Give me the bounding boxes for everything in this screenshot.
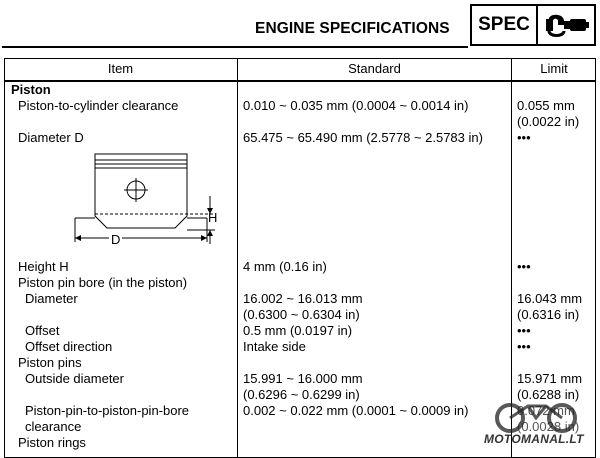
limit-value: 16.043 mm <box>517 291 583 306</box>
item-label: Piston-to-cylinder clearance <box>18 98 179 113</box>
limit-value-imperial: (0.6288 in) <box>517 387 580 402</box>
spec-label: SPEC <box>472 6 538 44</box>
item-label: Diameter D <box>18 130 84 145</box>
item-label: Outside diameter <box>25 371 124 386</box>
standard-value: 16.002 ~ 16.013 mm <box>243 291 363 306</box>
limit-value: 15.971 mm <box>517 371 583 386</box>
item-label: Diameter <box>25 291 78 306</box>
item-label: Piston pin bore (in the piston) <box>18 275 188 290</box>
column-header-standard: Standard <box>348 61 401 76</box>
item-label: Piston-pin-to-piston-pin-bore <box>25 403 190 418</box>
column-divider <box>237 58 238 458</box>
diagram-label-d: D <box>111 232 121 247</box>
standard-value: 0.010 ~ 0.035 mm (0.0004 ~ 0.0014 in) <box>243 98 469 113</box>
standard-value-imperial: (0.6300 ~ 0.6304 in) <box>243 307 360 322</box>
standard-value: 15.991 ~ 16.000 mm <box>243 371 363 386</box>
item-label: Piston pins <box>18 355 82 370</box>
standard-value-imperial: (0.6296 ~ 0.6299 in) <box>243 387 360 402</box>
limit-value-imperial: (0.0022 in) <box>517 114 580 129</box>
limit-value: ••• <box>517 259 531 274</box>
item-label-continued: clearance <box>25 419 82 434</box>
header-rule <box>2 46 468 48</box>
standard-value: 4 mm (0.16 in) <box>243 259 327 274</box>
standard-value: Intake side <box>243 339 306 354</box>
page-title: ENGINE SPECIFICATIONS <box>255 20 450 37</box>
limit-value: ••• <box>517 323 531 338</box>
spec-badge <box>470 4 596 46</box>
item-label: Offset direction <box>25 339 113 354</box>
item-label: Offset <box>25 323 60 338</box>
micrometer-icon <box>544 13 590 37</box>
limit-value: ••• <box>517 339 531 354</box>
limit-value-imperial: (0.6316 in) <box>517 307 580 322</box>
limit-value: 0.072 mm <box>517 403 575 418</box>
standard-value: 0.002 ~ 0.022 mm (0.0001 ~ 0.0009 in) <box>243 403 469 418</box>
piston-diagram <box>60 148 235 253</box>
standard-value: 65.475 ~ 65.490 mm (2.5778 ~ 2.5783 in) <box>243 130 483 145</box>
column-header-item: Item <box>107 61 134 76</box>
item-label: Piston rings <box>18 435 86 450</box>
limit-value: ••• <box>517 130 531 145</box>
limit-value: 0.055 mm <box>517 98 575 113</box>
header-row-divider <box>4 80 596 82</box>
watermark-text: MOTOMANAL.LT <box>484 432 584 446</box>
standard-value: 0.5 mm (0.0197 in) <box>243 323 353 338</box>
item-label: Height H <box>18 259 69 274</box>
motorcycle-logo-icon <box>488 398 584 434</box>
column-header-limit: Limit <box>540 61 568 76</box>
diagram-label-h: H <box>208 210 218 225</box>
limit-value-imperial: (0.0028 in) <box>517 419 580 434</box>
section-heading-piston: Piston <box>11 82 51 97</box>
